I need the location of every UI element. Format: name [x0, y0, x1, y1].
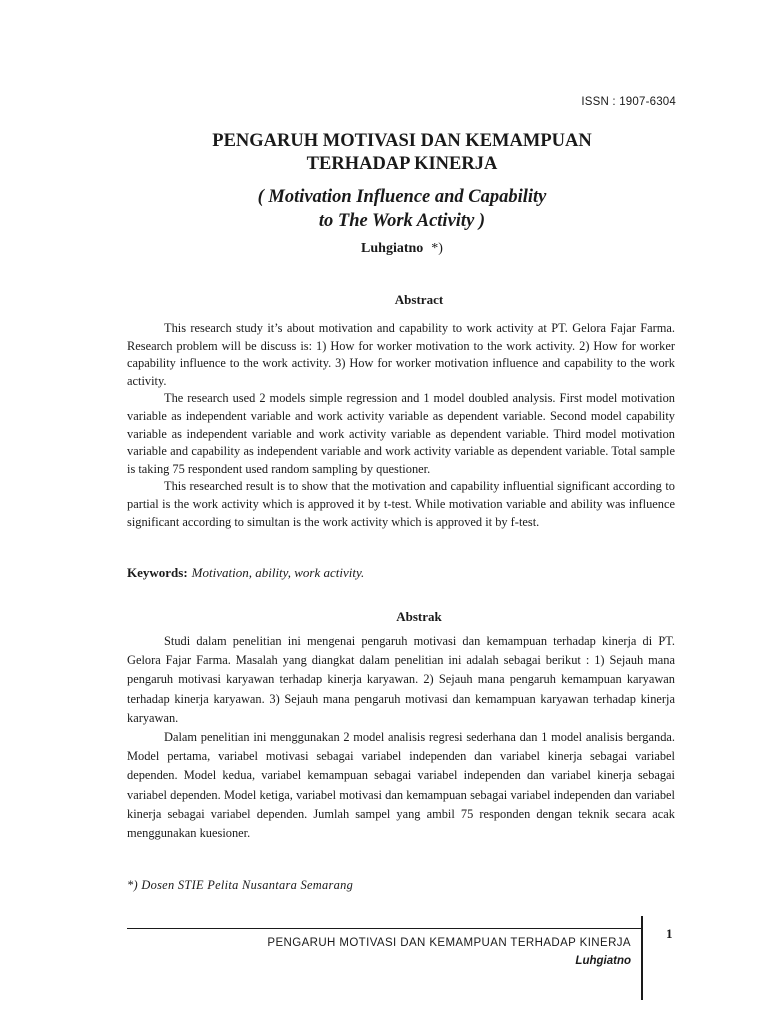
abstrak-paragraph: Dalam penelitian ini menggunakan 2 model analisis regresi sederhana dan 1 model analisis berganda. Model pertama, variabel motivasi sebagai variabel independen dan variabel kinerja sebagai variabel dependen. Model kedua, variabel kemampuan sebagai variabel independen dan variabel kinerja sebagai variabel dependen. Model ketiga, variabel motivasi dan kemampuan sebagai variabel independen dan variabel kinerja sebagai variabel dependen. Jumlah sampel yang ambil 75 responden dengan teknik secara acak menggunakan kuesioner. [127, 730, 675, 841]
paper-title-line-2: TERHADAP KINERJA [306, 154, 498, 174]
footer-running-title: PENGARUH MOTIVASI DAN KEMAMPUAN TERHADAP KINERJA [267, 937, 631, 949]
footer-vertical-rule [641, 916, 643, 1000]
abstract-paragraph: This research study it’s about motivation and capability to work activity at PT. Gelora Fajar Farma. Research problem will be discuss is: 1) How for worker motivation to the work activity. 2) How for worker capability influence to the work activity. 3) How for worker motivation influence and capability to the work activity. [127, 321, 675, 388]
paper-title [18, 130, 768, 176]
paper-subtitle [18, 185, 768, 233]
paper-subtitle-line-1: ( Motivation Influence and Capability [257, 187, 547, 207]
abstrak-body [127, 632, 675, 843]
author-footnote-mark: *) [431, 241, 443, 256]
abstract-paragraph: The research used 2 models simple regression and 1 model doubled analysis. First model motivation variable as independent variable and work activity variable as dependent variable. Second model capability variable as independent variable and work activity variable as dependent variable. Third model motivation variable and capability as independent variable and work activity variable as dependent variable. Total sample is taking 75 respondent used random sampling by questioner. [127, 391, 675, 476]
abstract-body [127, 320, 675, 531]
paper-title-line-1: PENGARUH MOTIVASI DAN KEMAMPUAN [212, 131, 592, 151]
author-affiliation-footnote: *) Dosen STIE Pelita Nusantara Semarang [127, 878, 354, 892]
keywords [127, 565, 364, 581]
abstract-heading: Abstract [394, 292, 444, 307]
author-name: Luhgiatno [361, 241, 424, 256]
page-number: 1 [666, 926, 673, 941]
footer-running-author: Luhgiatno [575, 955, 631, 967]
abstrak-heading: Abstrak [396, 609, 442, 624]
author-line [18, 241, 768, 257]
keywords-label: Keywords: [127, 565, 188, 580]
abstract-paragraph: This researched result is to show that the motivation and capability influential significant according to partial is the work activity which is approved it by t-test. While motivation variable and ability was influence significant according to simultan is the work activity which is approved it by f-test. [127, 479, 675, 529]
issn-label: ISSN : 1907-6304 [581, 96, 676, 108]
paper-subtitle-line-2: to The Work Activity ) [318, 211, 486, 231]
keywords-value: Motivation, ability, work activity. [191, 565, 365, 580]
footer-rule [127, 928, 642, 929]
abstrak-paragraph: Studi dalam penelitian ini mengenai pengaruh motivasi dan kemampuan terhadap kinerja di PT. Gelora Fajar Farma. Masalah yang diangkat dalam penelitian ini adalah sebagai berikut : 1) Sejauh mana pengaruh motivasi karyawan terhadap kinerja karyawan. 2) Sejauh mana pengaruh kemampuan karyawan terhadap kinerja karyawan. 3) Sejauh mana pengaruh motivasi dan kemampuan karyawan terhadap kinerja karyawan. [127, 634, 675, 725]
